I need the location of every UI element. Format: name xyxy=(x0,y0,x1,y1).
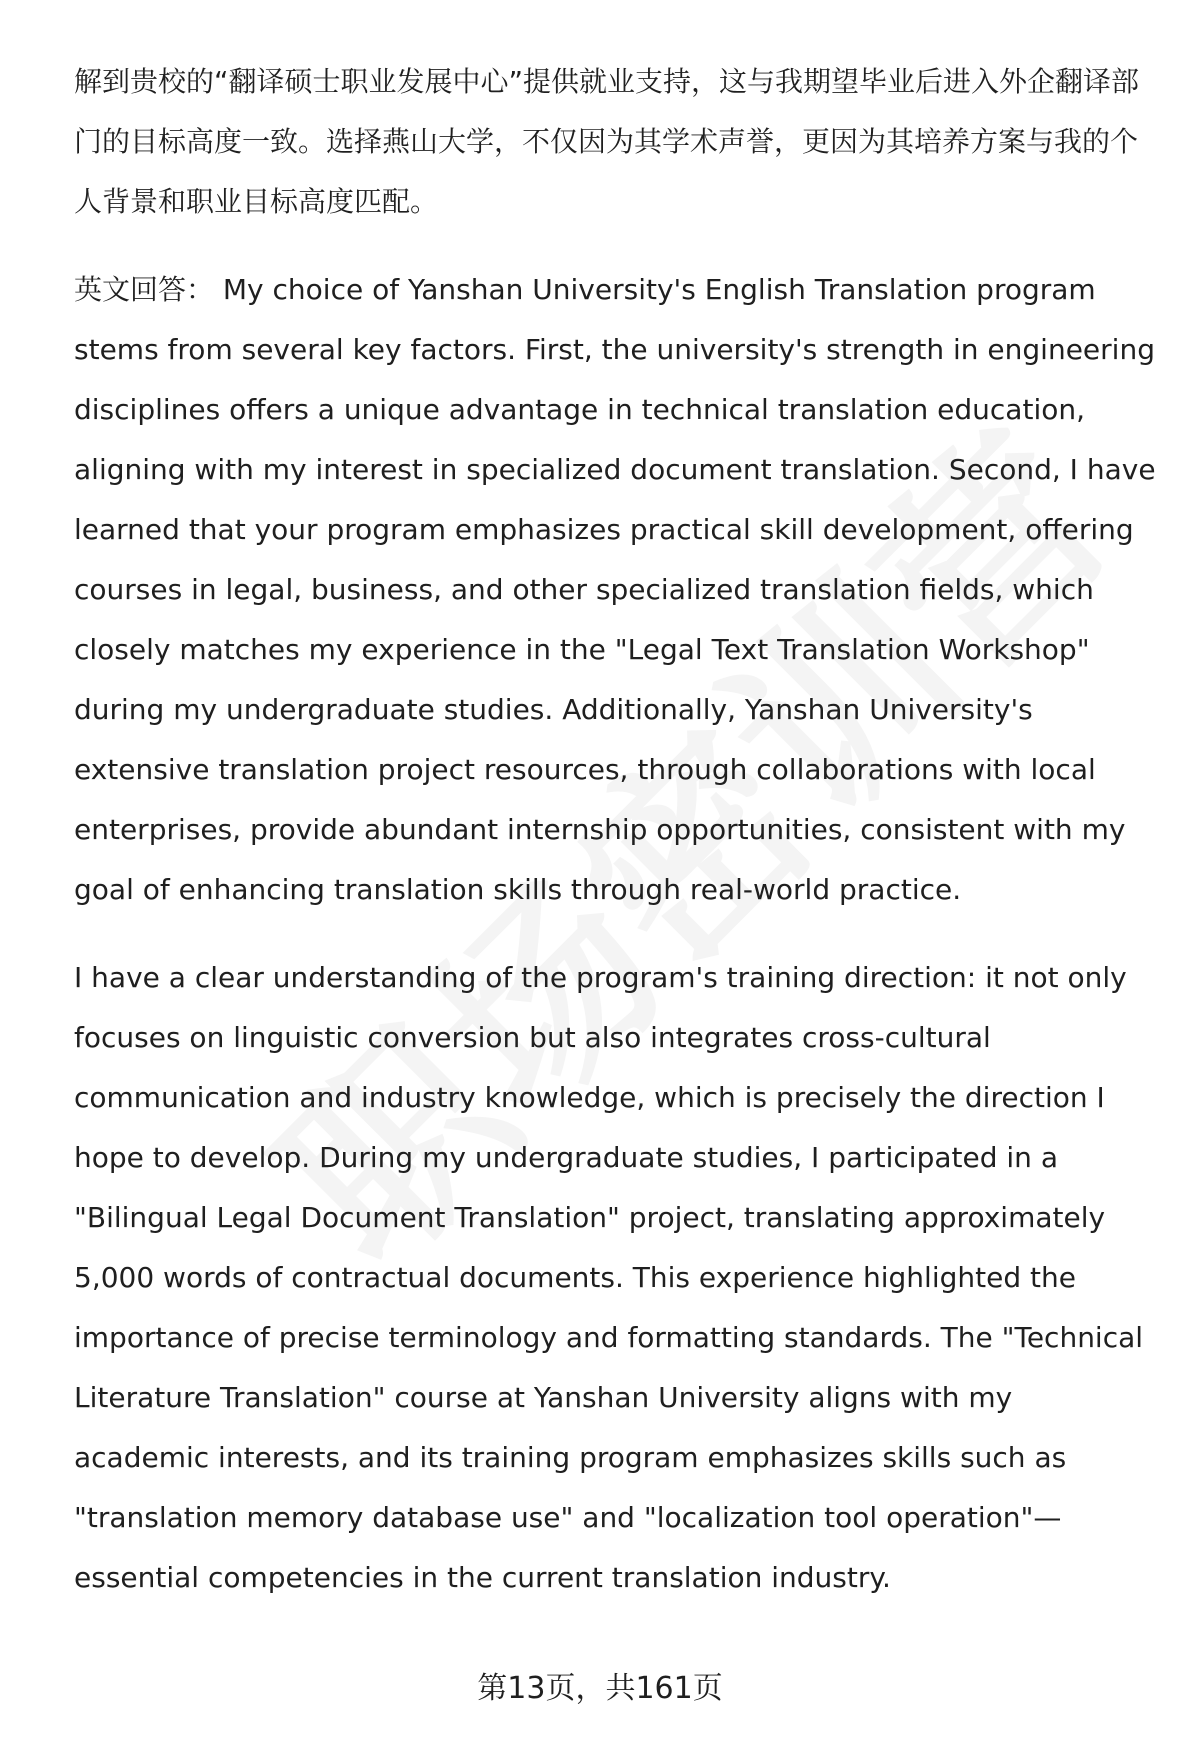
paragraph-english-answer: 英文回答： My choice of Yanshan University's English Translation program stems from several key factors. First, the university's strength in engineering disciplines offers a unique advantage in technical translation education, aligning with my interest in specialized document translation. Second, I have learned that your program emphasizes practical skill development, offering courses in legal, business, and other specialized translation fields, which closely matches my experience in the "Legal Text Translation Workshop" during my undergraduate studies. Additionally, Yanshan University's extensive translation project resources, through collaborations with local enterprises, provide abundant internship opportunities, consistent with my goal of enhancing translation skills through real-world practice. xyxy=(74,273,1156,906)
page-number-footer: 第13页，共161页 xyxy=(477,1671,723,1706)
paragraph-training-direction: I have a clear understanding of the program's training direction: it not only focuses on linguistic conversion but also integrates cross-cultural communication and industry knowledge, which is precisely the direction I hope to develop. During my undergraduate studies, I participated in a "Bilingual Legal Document Translation" project, translating approximately 5,000 words of contractual documents. This experience highlighted the importance of precise terminology and formatting standards. The "Technical Literature Translation" course at Yanshan University aligns with my academic interests, and its training program emphasizes skills such as "translation memory database use" and "localization tool operation"—essential competencies in the current translation industry. xyxy=(74,961,1144,1594)
page-content xyxy=(74,52,1156,1608)
paragraph-chinese-continuation: 解到贵校的“翻译硕士职业发展中心”提供就业支持，这与我期望毕业后进入外企翻译部门的目标高度一致。选择燕山大学，不仅因为其学术声誉，更因为其培养方案与我的个人背景和职业目标高度匹配。 xyxy=(74,65,1140,218)
